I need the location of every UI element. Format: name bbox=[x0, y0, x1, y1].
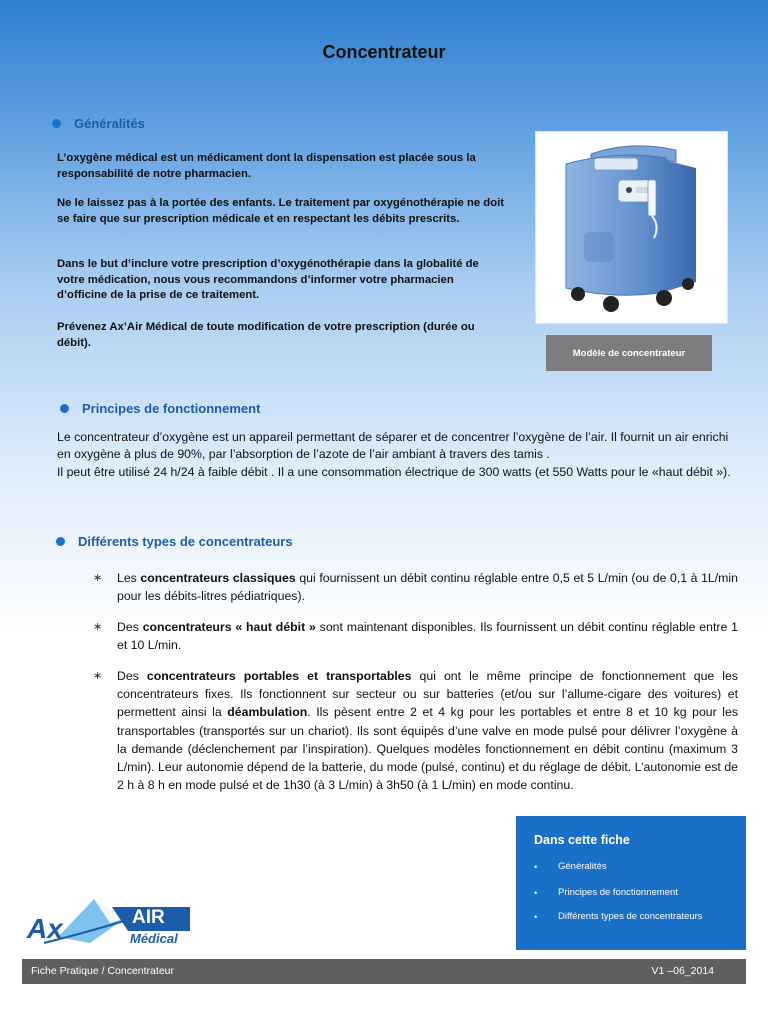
toc-title: Dans cette fiche bbox=[534, 833, 630, 847]
list-item-text: Des concentrateurs « haut débit » sont maintenant disponibles. Ils fournissent un débit continu réglable entre 1 et 10 L/min. bbox=[117, 620, 738, 653]
toc-item-generalites[interactable] bbox=[534, 861, 607, 872]
paragraph: Ne le laissez pas à la portée des enfants. Le traitement par oxygénothérapie ne doit se faire que sur prescription médicale et en respectant les débits prescrits. bbox=[57, 197, 504, 225]
section-heading-principes bbox=[60, 401, 260, 416]
bullet-dot-icon bbox=[56, 537, 65, 546]
toc-box bbox=[516, 816, 746, 950]
page-title: Concentrateur bbox=[322, 42, 446, 62]
toc-item-label: Généralités bbox=[558, 861, 607, 872]
paragraph: L’oxygène médical est un médicament dont la dispensation est placée sous la responsabilité de notre pharmacien. bbox=[57, 152, 476, 180]
list-item bbox=[93, 667, 738, 794]
logo-text-air: AIR bbox=[132, 907, 165, 928]
bullet-dot-icon bbox=[52, 119, 61, 128]
footer-left-text: Fiche Pratique / Concentrateur bbox=[31, 965, 174, 977]
logo-text-ax: Ax bbox=[27, 913, 63, 944]
paragraph: Dans le but d’inclure votre prescription d’oxygénothérapie dans la globalité de votre médication, nous vous recommandons d’informer votre pharmacien d’officine de la prise de ce traitement. bbox=[57, 258, 479, 301]
bullet-icon: • bbox=[534, 887, 538, 898]
list-item-text: Des concentrateurs portables et transportables qui ont le même principe de fonctionnement que les concentrateurs fixes. Ils fonctionnent sur secteur ou sur batteries (et/ou sur l’allume-cigare des voitures) et permettent ainsi la déambulation. Ils pèsent entre 2 et 4 kg pour les portables et entre 8 et 10 kg pour les transportables (transportés sur un chariot). Ils sont équipés d’une valve en mode pulsé pour délivrer l’oxygène à la demande (déclenchement par l’inspiration). Quelques modèles fonctionnement en débit continu (maximum 3 L/min). Leur autonomie dépend de la batterie, du mode (pulsé, continu) et du réglage de débit. L’autonomie est de 2 h à 8 h en mode pulsé et de 1h30 (à 3 L/min) à 3h50 (à 1 L/min) en mode continu. bbox=[117, 669, 738, 793]
toc-item-label: Principes de fonctionnement bbox=[558, 887, 678, 898]
asterisk-bullet-icon: ∗ bbox=[93, 572, 103, 584]
list-item-text: Les concentrateurs classiques qui fournissent un débit continu réglable entre 0,5 et 5 L/min (ou de 0,1 à 1L/min pour les débits-litres pédiatriques). bbox=[117, 571, 738, 604]
oxygen-concentrator-image bbox=[535, 131, 728, 324]
toc-item-principes[interactable] bbox=[534, 887, 678, 898]
footer-version: V1 –06_2014 bbox=[651, 965, 714, 977]
paragraph: Prévenez Ax’Air Médical de toute modification de votre prescription (durée ou débit). bbox=[57, 321, 475, 349]
axair-logo bbox=[24, 893, 194, 949]
asterisk-bullet-icon: ∗ bbox=[93, 621, 103, 633]
paragraph: Le concentrateur d’oxygène est un appareil permettant de séparer et de concentrer l’oxygène de l’air. Il fournit un air enrichi en oxygène à plus de 90%, par l’absorption de l’azote de l’air ambiant à travers des tamis . bbox=[57, 430, 729, 461]
toc-item-types[interactable] bbox=[534, 911, 703, 922]
asterisk-bullet-icon: ∗ bbox=[93, 670, 103, 682]
section-heading-types bbox=[56, 534, 293, 549]
paragraph: Il peut être utilisé 24 h/24 à faible débit . Il a une consommation électrique de 300 watts (et 550 Watts pour le «haut débit »). bbox=[57, 465, 731, 479]
list-item bbox=[93, 618, 738, 654]
bullet-icon: • bbox=[534, 911, 538, 922]
oxygen-concentrator-icon bbox=[536, 132, 727, 323]
footer-bar bbox=[22, 959, 746, 984]
toc-item-label: Différents types de concentrateurs bbox=[558, 911, 703, 922]
list-item bbox=[93, 569, 738, 605]
section-heading-text: Principes de fonctionnement bbox=[82, 401, 261, 416]
logo-text-medical: Médical bbox=[130, 931, 178, 946]
section-heading-text: Généralités bbox=[74, 116, 145, 131]
image-caption: Modèle de concentrateur bbox=[546, 335, 712, 371]
section-heading-text: Différents types de concentrateurs bbox=[78, 534, 293, 549]
bullet-icon: • bbox=[534, 861, 538, 872]
section-heading-generalites bbox=[52, 116, 145, 131]
bullet-dot-icon bbox=[60, 404, 69, 413]
